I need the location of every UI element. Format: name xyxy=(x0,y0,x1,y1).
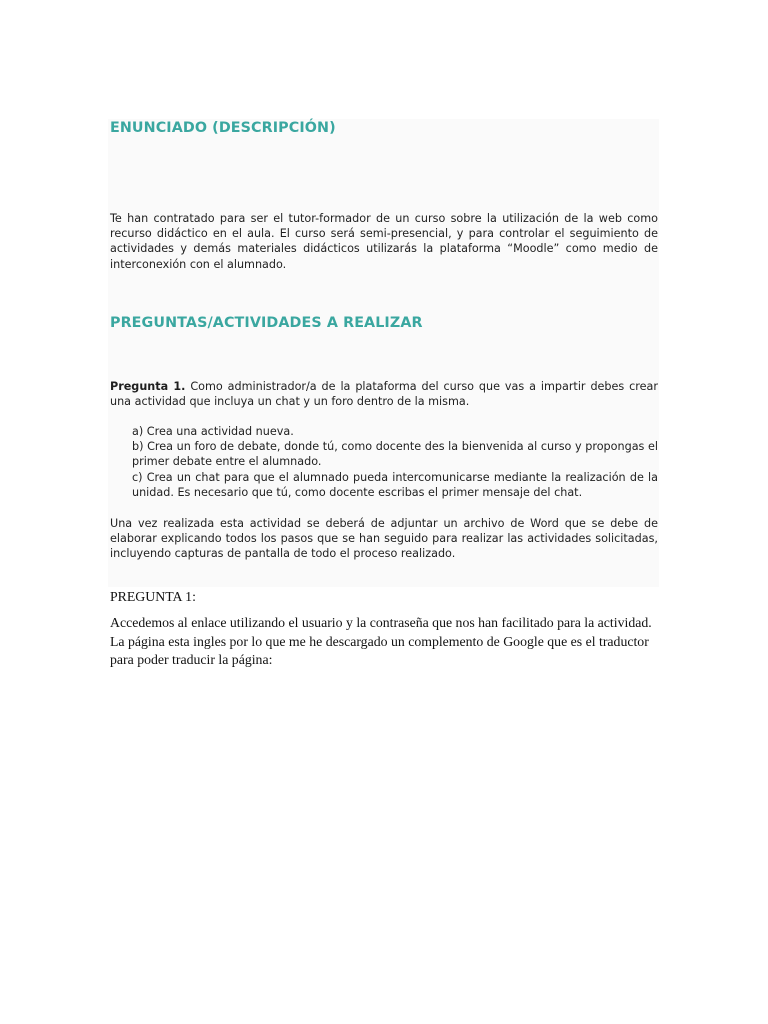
answer-body: Accedemos al enlace utilizando el usuario y la contraseña que nos han facilitado para la actividad. La página esta ingles por lo que me he descargado un complemento de Google que es el traductor para poder traducir la página: xyxy=(110,615,652,667)
heading-enunciado: ENUNCIADO (DESCRIPCIÓN) xyxy=(110,120,336,136)
intro-paragraph: Te han contratado para ser el tutor-formador de un curso sobre la utilización de la web como recurso didáctico en el aula. El curso será semi-presencial, y para controlar el seguimiento de actividades y demás materiales didácticos utilizarás la plataforma “Moodle” como medio de interconexión con el alumnado. xyxy=(110,212,658,271)
answer-title: PREGUNTA 1: xyxy=(110,589,196,604)
heading-preguntas: PREGUNTAS/ACTIVIDADES A REALIZAR xyxy=(110,315,423,331)
question-label: Pregunta 1. xyxy=(110,380,186,393)
question-text: Como administrador/a de la plataforma del curso que vas a impartir debes crear una actividad que incluya un chat y un foro dentro de la misma. xyxy=(110,380,658,409)
list-item: b) Crea un foro de debate, donde tú, como docente des la bienvenida al curso y propongas el primer debate entre el alumnado. xyxy=(132,440,658,469)
instructions-paragraph: Una vez realizada esta actividad se deberá de adjuntar un archivo de Word que se debe de elaborar explicando todos los pasos que se han seguido para realizar las actividades solicitadas, incluyendo capturas de pantalla de todo el proceso realizado. xyxy=(110,517,658,561)
question-items xyxy=(132,424,658,500)
question-paragraph xyxy=(110,379,658,409)
list-item: a) Crea una actividad nueva. xyxy=(132,425,294,438)
list-item: c) Crea un chat para que el alumnado pueda intercomunicarse mediante la realización de la unidad. Es necesario que tú, como docente escribas el primer mensaje del chat. xyxy=(132,470,658,499)
